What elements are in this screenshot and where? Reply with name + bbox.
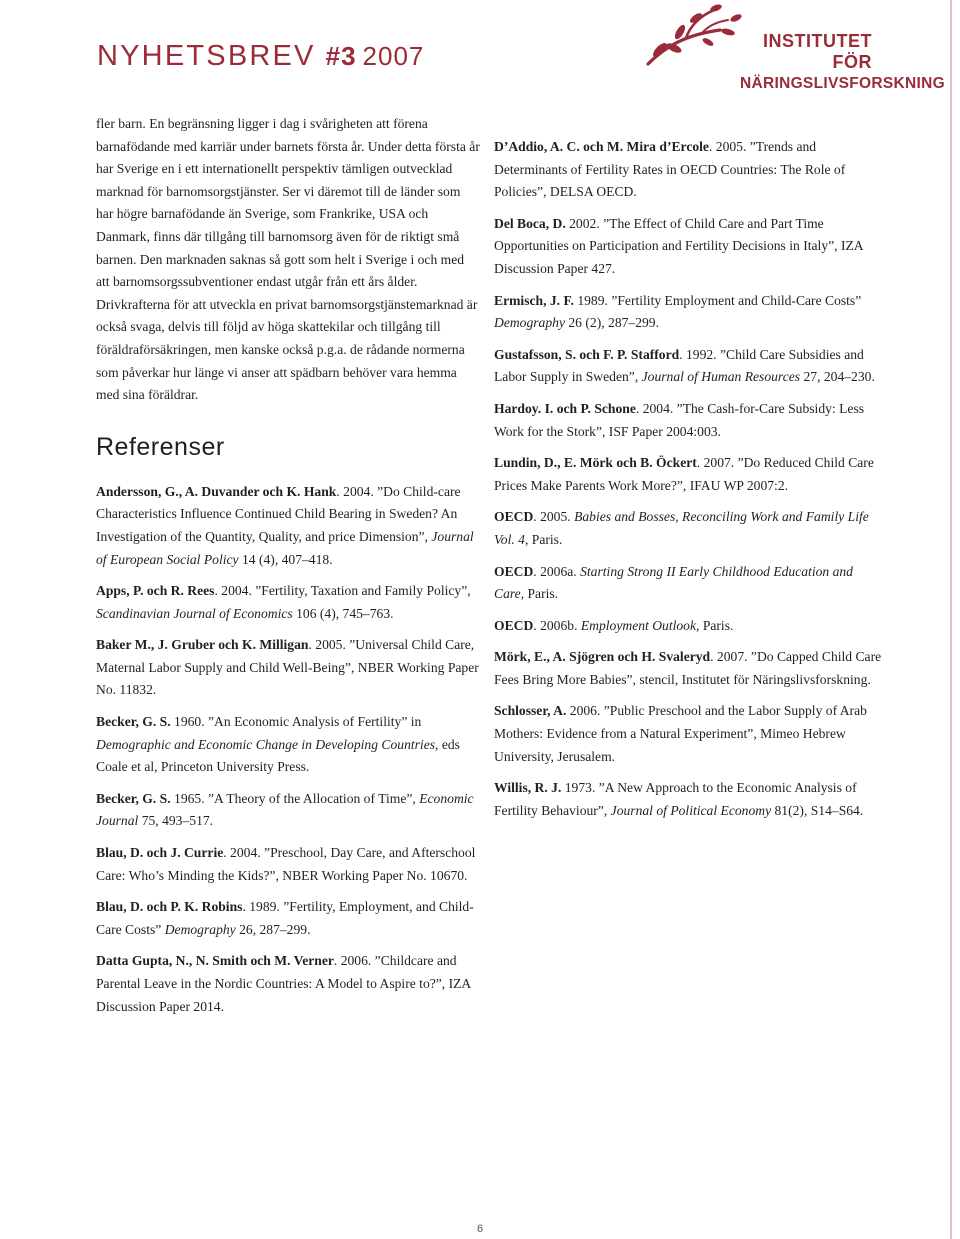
reference-entry [494,290,884,335]
rose-branch-icon [640,2,750,70]
page-edge-rule [950,0,952,1239]
reference-entry [96,788,481,833]
reference-entry [494,561,884,606]
reference-author: Hardoy. I. och P. Schone [494,400,636,416]
reference-text: . 2004. ”Preschool, Day Care, and Afterschool Care: Who’s Minding the Kids?”, NBER Working Paper No. 10670. [96,845,476,883]
reference-text: 1989. ”Fertility Employment and Child-Care Costs” [573,292,862,308]
reference-text-tail: 75, 493–517. [138,813,214,829]
reference-text: 1965. ”A Theory of the Allocation of Time”, [170,790,420,806]
references-list-left [96,481,481,1018]
reference-title-italic: Journal of Political Economy [610,802,772,818]
reference-author: Becker, G. S. [96,790,171,806]
reference-text-tail: 81(2), S14–S64. [771,802,864,818]
logo-line-1: INSTITUTET FÖR [763,31,872,72]
reference-author: Apps, P. och R. Rees [96,583,215,599]
reference-title-italic: Starting Strong II Early Childhood Education and Care [494,563,853,602]
reference-entry [494,700,884,768]
reference-author: Datta Gupta, N., N. Smith och M. Verner [96,953,334,969]
reference-author: Blau, D. och P. K. Robins [96,899,243,915]
reference-text: . 2005. ”Trends and Determinants of Fertility Rates in OECD Countries: The Role of Policies”, DELSA OECD. [494,139,846,200]
reference-title-italic: Journal of European Social Policy [96,528,474,567]
reference-author: OECD [494,617,534,633]
reference-entry [494,213,884,281]
reference-author: Schlosser, A. [494,703,567,719]
reference-author: OECD [494,563,534,579]
reference-text: . 1989. ”Fertility, Employment, and Child-Care Costs” [96,899,474,937]
newsletter-title [97,40,424,73]
right-column [494,136,884,831]
reference-text: . 1992. ”Child Care Subsidies and Labor Supply in Sweden”, [494,346,864,385]
reference-entry [494,136,884,204]
reference-text: . 2004. ”The Cash-for-Care Subsidy: Less Work for the Stork”, ISF Paper 2004:003. [494,400,865,439]
reference-entry [494,506,884,551]
reference-text: 1973. ”A New Approach to the Economic Analysis of Fertility Behaviour”, [494,780,857,818]
reference-title-italic: Demography [164,921,236,937]
reference-author: Mörk, E., A. Sjögren och H. Svaleryd [494,649,711,665]
page-number: 6 [476,1223,484,1235]
reference-entry [96,950,481,1018]
reference-title-italic: Employment Outlook [580,617,697,633]
reference-text-tail: 27, 204–230. [800,369,875,385]
reference-title-italic: Journal of Human Resources [641,369,801,385]
reference-text: 2002. ”The Effect of Child Care and Part Time Opportunities on Participation and Fertility Decisions in Italy”, IZA Discussion Paper 427. [494,215,863,276]
reference-title-italic: Demography [494,315,565,331]
reference-entry [96,896,481,941]
reference-entry [494,646,884,691]
reference-title-italic: Demographic and Economic Change in Developing Countries [96,736,436,752]
issue-year: 2007 [362,41,425,71]
reference-entry [96,481,481,571]
reference-text: . 2006b. [533,617,581,633]
reference-text-tail: 14 (4), 407–418. [238,551,333,567]
reference-author: Willis, R. J. [494,780,562,796]
references-list-right [494,136,884,822]
reference-author: OECD [494,509,534,525]
body-paragraph: fler barn. En begränsning ligger i dag i svårigheten att förena barnafödande med karriär under barnets första år. Under detta första år har Sverige en i ett internationellt perspektiv tämligen outvecklad marknad för barnomsorgstjänster. Ser vi däremot till de länder som har högre barnafödande än Sverige, som Frankrike, USA och Danmark, finns där tillgång till barnomsorg även för de riktigt små barnen. Den marknaden saknas så gott som helt i Sverige i och med att barnomsorgssubventioner endast utgår från ett års ålder. Drivkrafterna för att utveckla en privat barnomsorgstjänstemarknad är också svaga, delvis till följd av höga skattekilar och tillgång till föräldraförsäkringen, men kanske också p.g.a. de rådande normerna som påverkar hur länge vi anser att spädbarn behöver vara hemma med sina föräldrar. [96,116,480,403]
reference-text: . 2005. [533,509,575,525]
reference-author: Ermisch, J. F. [494,292,574,308]
reference-entry [494,777,884,822]
reference-author: Blau, D. och J. Currie [96,845,224,861]
reference-entry [494,398,884,443]
reference-text: . 2005. ”Universal Child Care, Maternal Labor Supply and Child Well-Being”, NBER Working Paper No. 11832. [96,637,479,698]
reference-entry [96,634,481,702]
left-column [96,113,481,1027]
reference-author: Gustafsson, S. och F. P. Stafford [494,346,680,362]
reference-author: Del Boca, D. [494,215,566,231]
reference-entry [494,452,884,497]
reference-text: 2006. ”Public Preschool and the Labor Supply of Arab Mothers: Evidence from a Natural Experiment”, Mimeo Hebrew University, Jerusalem. [494,703,867,764]
reference-entry [494,344,884,389]
reference-text-tail: 26, 287–299. [235,921,311,937]
reference-title-italic: Scandinavian Journal of Economics [96,605,293,621]
reference-entry [494,615,884,638]
reference-text-tail: , Paris. [696,617,734,633]
reference-text-tail: 26 (2), 287–299. [564,315,659,331]
reference-entry [96,842,481,887]
reference-author: Becker, G. S. [96,714,171,730]
newsletter-name: NYHETSBREV [97,40,316,72]
reference-text-tail: 106 (4), 745–763. [292,605,394,621]
reference-entry [96,711,481,779]
references-heading: Referenser [96,432,225,461]
reference-text-tail: , Paris. [520,586,559,602]
issue-number: #3 [325,41,357,71]
reference-author: D’Addio, A. C. och M. Mira d’Ercole [494,139,709,154]
reference-text-tail: , Paris. [524,531,563,547]
logo-line-2: NÄRINGSLIVSFORSKNING [740,75,945,92]
institute-logo-text [740,31,945,94]
reference-text: . 2006a. [533,563,581,579]
reference-author: Andersson, G., A. Duvander och K. Hank [96,483,337,499]
reference-text-tail: , eds Coale et al, Princeton University Press. [96,736,460,775]
reference-text: . 2006. ”Childcare and Parental Leave in the Nordic Countries: A Model to Aspire to?”, IZA Discussion Paper 2014. [96,953,471,1014]
reference-author: Baker M., J. Gruber och K. Milligan [96,637,309,653]
reference-text: . 2004. ”Do Child-care Characteristics Influence Continued Child Bearing in Sweden? An Investigation of the Quantity, Quality, and price Dimension”, [96,483,461,544]
reference-entry [96,580,481,625]
reference-text: . 2007. ”Do Reduced Child Care Prices Make Parents Work More?”, IFAU WP 2007:2. [494,455,874,493]
reference-author: Lundin, D., E. Mörk och B. Öckert [494,455,697,471]
reference-title-italic: Economic Journal [96,790,474,829]
reference-text: 1960. ”An Economic Analysis of Fertility” in [170,714,422,730]
reference-text: . 2007. ”Do Capped Child Care Fees Bring More Babies”, stencil, Institutet för Näringslivsforskning. [494,649,882,687]
reference-text: . 2004. ”Fertility, Taxation and Family Policy”, [214,583,471,599]
reference-title-italic: Babies and Bosses, Reconciling Work and Family Life Vol. 4 [494,509,869,547]
